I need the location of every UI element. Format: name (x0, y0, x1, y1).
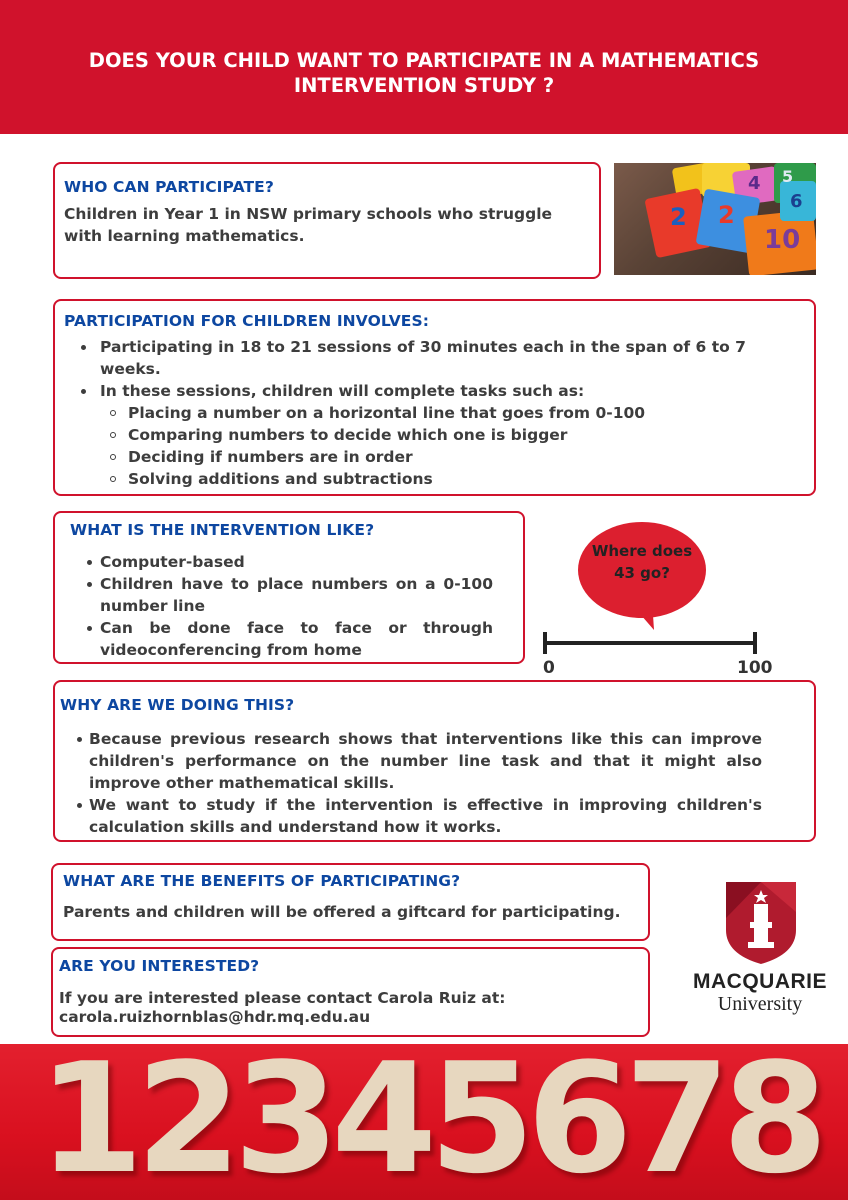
photo-digit: 2 (670, 203, 687, 231)
page-title (20, 48, 828, 98)
bubble-line-1: Where does (591, 542, 693, 560)
list-item: Participating in 18 to 21 sessions of 30 minutes each in the span of 6 to 7 weeks. (64, 336, 780, 380)
why-heading: WHY ARE WE DOING THIS? (60, 696, 295, 714)
list-item: Computer-based (70, 551, 493, 573)
footer-numbers-banner (0, 1044, 848, 1200)
number-line-max-label: 100 (737, 658, 773, 678)
who-can-participate-box (53, 162, 601, 279)
list-item: Children have to place numbers on a 0-100 number line (70, 573, 493, 617)
why-box (53, 680, 816, 842)
speech-bubble-text (578, 540, 706, 584)
benefits-heading: WHAT ARE THE BENEFITS OF PARTICIPATING? (63, 872, 461, 890)
photo-digit: 2 (718, 201, 735, 229)
macquarie-crest-icon (726, 882, 796, 964)
sub-list-item: Solving additions and subtractions (64, 468, 780, 490)
sub-list-item: Placing a number on a horizontal line that goes from 0-100 (64, 402, 780, 424)
contact-email[interactable]: carola.ruizhornblas@hdr.mq.edu.au (59, 1008, 371, 1026)
photo-digit: 5 (782, 167, 794, 186)
participation-box (53, 299, 816, 496)
interested-text: If you are interested please contact Carola Ruiz at: (59, 989, 506, 1007)
title-line-2: INTERVENTION STUDY ? (293, 74, 555, 97)
list-item: Because previous research shows that interventions like this can improve children's performance on the number line task and that it might also improve other mathematical skills. (60, 728, 762, 794)
number-line-min-label: 0 (543, 658, 555, 678)
why-list (60, 728, 762, 838)
who-heading: WHO CAN PARTICIPATE? (64, 178, 274, 196)
bubble-line-2: 43 go? (614, 564, 670, 582)
list-item: Can be done face to face or through videoconferencing from home (70, 617, 493, 661)
participation-list (64, 336, 780, 490)
number-line (544, 641, 756, 645)
intervention-box (53, 511, 525, 664)
number-line-end-tick (753, 632, 757, 654)
title-line-1: DOES YOUR CHILD WANT TO PARTICIPATE IN A MATHEMATICS (88, 49, 760, 72)
photo-digit: 4 (748, 173, 761, 194)
footer-digits: 12345678 (38, 1044, 821, 1200)
photo-digit: 10 (764, 225, 801, 255)
benefits-box (51, 863, 650, 941)
logo-name: MACQUARIE (693, 970, 827, 993)
photo-digit: 6 (790, 191, 803, 212)
sub-list-item: Deciding if numbers are in order (64, 446, 780, 468)
who-text: Children in Year 1 in NSW primary schools who struggle with learning mathematics. (64, 205, 553, 245)
intervention-list (70, 551, 493, 661)
number-blocks-photo (614, 163, 816, 275)
number-line-start-tick (543, 632, 547, 654)
benefits-text: Parents and children will be offered a giftcard for participating. (63, 903, 621, 921)
list-item: In these sessions, children will complete tasks such as: (64, 380, 780, 402)
participation-heading: PARTICIPATION FOR CHILDREN INVOLVES: (64, 312, 430, 330)
logo-subtitle: University (717, 993, 803, 1015)
list-item: We want to study if the intervention is effective in improving children's calculation skills and understand how it works. (60, 794, 762, 838)
intervention-heading: WHAT IS THE INTERVENTION LIKE? (70, 521, 375, 539)
header-banner (0, 0, 848, 134)
interested-box (51, 947, 650, 1037)
sub-list-item: Comparing numbers to decide which one is bigger (64, 424, 780, 446)
interested-heading: ARE YOU INTERESTED? (59, 957, 260, 975)
